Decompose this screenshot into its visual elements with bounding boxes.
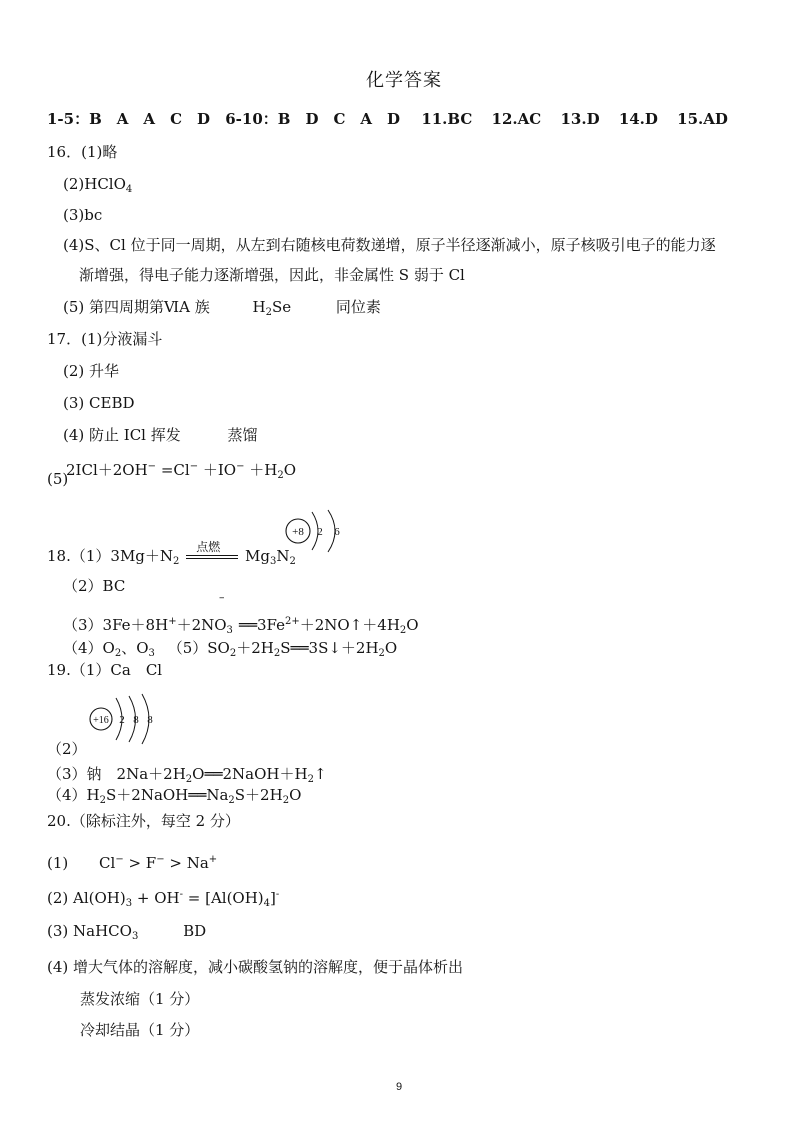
q20-part4-step1: 蒸发浓缩（1 分） [80,990,200,1008]
q19-part1: 19.（1）Ca Cl [47,661,163,679]
mc-q14: 14.D [618,110,658,128]
q19-part3: （3）钠 $2Na+2H_2O══2NaOH+H_2↑$ [47,765,327,785]
sulfur-nucleus-charge: +16 [93,715,109,726]
q18-part3: $(3)3Fe+8H^++2NO_3$ $══3Fe^{2+}+2NO↑+4H_2O$ [63,616,419,636]
oxygen-nucleus-charge: +8 [292,526,304,538]
mc-answers-1-5: B A A C D [89,110,211,128]
q20-part3-choice: BD [183,922,207,940]
oxygen-shell-2-count: 6 [334,526,340,538]
oxygen-shell-1-count: 2 [317,526,323,538]
page-title: 化学答案 [366,70,442,91]
mc-q13: 13.D [560,110,600,128]
q16-part4-line1: (4)S、Cl 位于同一周期，从左到右随核电荷数递增，原子半径逐渐减小，原子核吸引电子的能力逐 [63,236,716,254]
sulfur-shell-1-count: 2 [119,714,125,726]
q16-part4-line2: 渐增强，得电子能力逐渐增强，因此，非金属性 S 弱于 Cl [79,266,465,284]
q20-part3 [47,922,206,946]
q20-part1-order: Cl− > F− > Na+ [99,854,218,872]
q17-part5-equation: $2ICl+2OH^- =Cl^- +IO^- +H_2O$ [66,461,297,481]
q16-part2: (2)HClO$_4$ [63,175,133,195]
q16-part3: (3)bc [63,206,103,224]
q17-part2: (2) 升华 [63,362,120,380]
q17-part3: (3) CEBD [63,394,135,412]
q18-part4: $(4)O_2$、$O_3$ [63,639,155,659]
ignition-condition-label: 点燃 [196,540,221,554]
q16-part5-isotope: 同位素 [335,298,381,316]
q18-part3-mark: – [219,591,225,604]
q17-part5-label: (5) [47,470,69,488]
ignition-condition-arrow [184,540,240,565]
q20-part4-step2: 冷却结晶（1 分） [80,1021,200,1039]
sulfur-atom-diagram [86,690,166,748]
mc-label-6-10: 6-10： [225,110,278,128]
mc-q15: 15.AD [677,110,728,128]
q19-part4: $(4)H_2S+2NaOH══Na_2S+2H_2O$ [47,786,302,806]
q18-part2: （2）BC [63,577,126,595]
q16-part5 [63,298,381,322]
q16-label: 16．(1)略 [47,143,118,161]
q18-part1: $18.(1)3Mg+N_2$ 点燃 $Mg_3N_2$ [47,540,296,567]
q20-part3-compound: (3) NaHCO$_3$ [47,922,139,942]
q17-part4 [63,426,258,444]
q20-part4: (4) 增大气体的溶解度，减小碳酸氢钠的溶解度，便于晶体析出 [47,958,464,976]
mc-answers-6-10: B D C A D [277,110,401,128]
sulfur-shell-3-count: 8 [147,714,153,726]
q17-label: 17．(1)分液漏斗 [47,330,163,348]
mc-answers [47,110,728,128]
q20-part1: (1) Cl− > F− > Na+ [47,854,218,872]
q16-part5-period: (5) 第四周期第ⅥA 族 [63,298,210,316]
page-number: 9 [396,1081,403,1093]
mc-q11: 11.BC [421,110,473,128]
mc-label-1-5: 1-5： [47,110,90,128]
q17-part4-method: 蒸馏 [227,426,258,444]
q19-part2: （2） [47,740,87,758]
q16-part5-formula: $H_2Se$ [252,298,292,318]
q20-part2: (2) $Al(OH)_3 + OH^- = [Al(OH)_4]^-$ [47,889,280,909]
mc-q12: 12.AC [491,110,542,128]
q18-part4-5 [63,639,397,663]
q20-label: 20.（除标注外，每空 2 分） [47,812,240,830]
sulfur-shell-2-count: 8 [133,714,139,726]
q17-part4-reason: (4) 防止 ICl 挥发 [63,426,181,444]
q18-part5: $(5)SO_2+2H_2S══3S↓+2H_2O$ [167,639,398,659]
